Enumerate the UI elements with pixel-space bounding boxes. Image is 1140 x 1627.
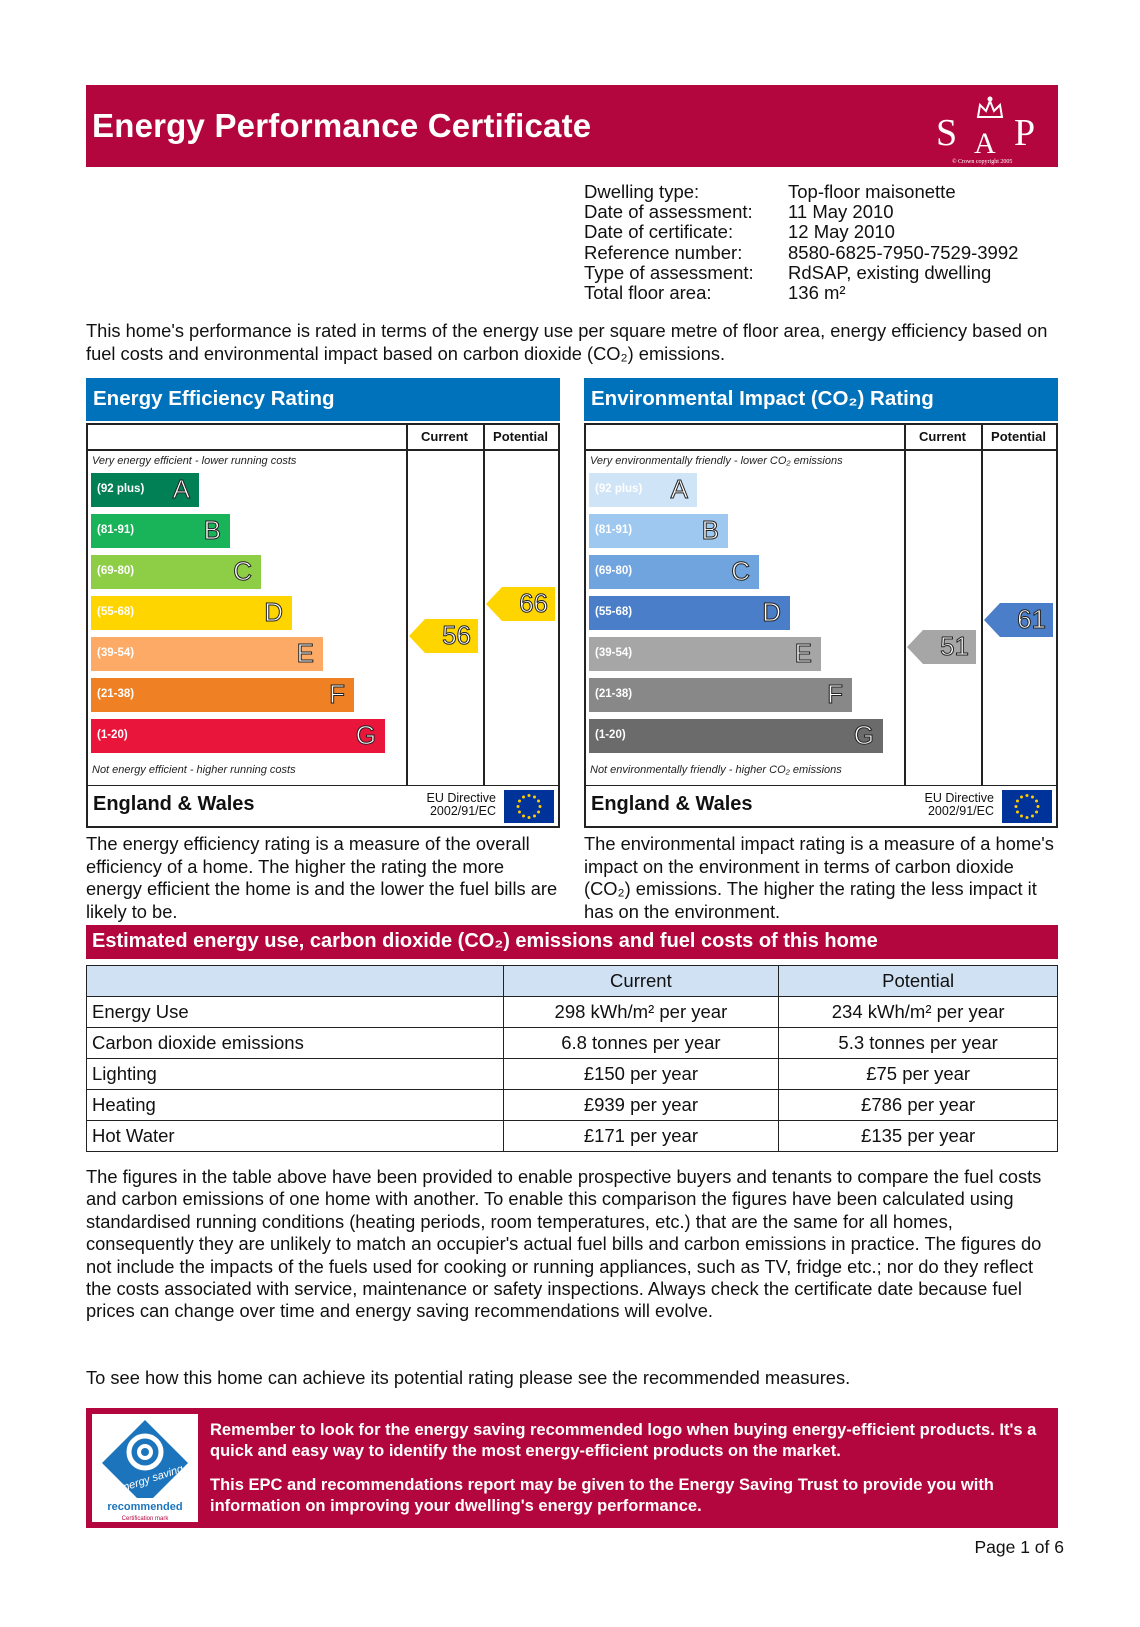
row-label: Lighting: [87, 1059, 504, 1090]
detail-label: Reference number:: [584, 241, 743, 263]
eu-star: [518, 800, 521, 803]
potential-rating-value: 66: [519, 588, 548, 619]
efficiency-chart: [86, 423, 560, 828]
sap-logo: [934, 93, 1054, 165]
energy-saving-recommended-logo: [92, 1414, 198, 1522]
band-letter: C: [233, 556, 252, 586]
rating-band-d: [91, 596, 292, 630]
rating-band-b: [589, 514, 728, 548]
divider: [483, 425, 485, 786]
region-label: England & Wales: [591, 793, 753, 815]
panel-footer: [88, 786, 558, 826]
detail-row: [584, 263, 1064, 283]
current-rating-value: 51: [940, 631, 969, 662]
eu-star: [539, 805, 542, 808]
band-letter: A: [172, 474, 190, 504]
detail-label: Type of assessment:: [584, 261, 754, 283]
bottom-hint: Not environmentally friendly - higher CO₂ emissions: [590, 764, 842, 776]
rating-band-g: [589, 719, 883, 753]
efficiency-title: Energy Efficiency Rating: [86, 378, 560, 421]
column-header: Current: [503, 966, 779, 997]
band-range: (1-20): [97, 729, 128, 741]
panel-footer: [586, 786, 1056, 826]
current-cell: 6.8 tonnes per year: [503, 1028, 779, 1059]
detail-label: Total floor area:: [584, 282, 712, 304]
eu-star: [537, 811, 540, 814]
eu-star: [528, 816, 531, 819]
band-letter: B: [701, 515, 719, 545]
eu-star: [1035, 811, 1038, 814]
rating-band-g: [91, 719, 385, 753]
band-letter: C: [731, 556, 750, 586]
estimates-title: Estimated energy use, carbon dioxide (CO₂) emissions and fuel costs of this home: [86, 925, 1058, 959]
eu-star: [1037, 805, 1040, 808]
current-cell: 298 kWh/m² per year: [503, 997, 779, 1028]
column-header: Potential: [779, 966, 1058, 997]
rating-band-f: [589, 678, 852, 712]
energy-saving-banner: [86, 1408, 1058, 1528]
column-potential: Potential: [991, 429, 1046, 444]
band-range: (21-38): [97, 688, 135, 700]
column-header: [87, 966, 504, 997]
eu-star: [533, 795, 536, 798]
bottom-hint: Not energy efficient - higher running costs: [92, 764, 296, 776]
detail-value: Top-floor maisonette: [788, 181, 956, 202]
eu-star: [533, 815, 536, 818]
detail-row: [584, 182, 1064, 202]
eu-flag-icon: [1002, 790, 1052, 823]
eu-star: [1016, 800, 1019, 803]
potential-paragraph: To see how this home can achieve its potential rating please see the recommended measures.: [86, 1367, 851, 1388]
table-row: [87, 1028, 1058, 1059]
table-row: [87, 997, 1058, 1028]
current-cell: £150 per year: [503, 1059, 779, 1090]
sap-logo-a: A: [974, 127, 996, 160]
environmental-panel: [584, 378, 1058, 828]
banner-text: Remember to look for the energy saving recommended logo when buying energy-efficient products. It's a quick and easy way to identify the most energy-efficient products on the market.: [210, 1421, 1037, 1460]
band-range: (39-54): [97, 647, 135, 659]
environmental-chart: [584, 423, 1058, 828]
band-range: (81-91): [595, 524, 633, 536]
band-range: (1-20): [595, 729, 626, 741]
band-range: (55-68): [595, 606, 633, 618]
eu-star: [1026, 794, 1029, 797]
band-letter: F: [827, 679, 843, 709]
detail-value: 8580-6825-7950-7529-3992: [788, 241, 1019, 263]
rating-band-c: [589, 555, 759, 589]
band-range: (81-91): [97, 524, 135, 536]
rating-band-b: [91, 514, 230, 548]
page-title: Energy Performance Certificate: [92, 107, 592, 144]
current-cell: £939 per year: [503, 1090, 779, 1121]
eu-star: [1031, 815, 1034, 818]
efficiency-description: The energy efficiency rating is a measure of the overall efficiency of a home. The higher the rating the more energy efficient the home is and the lower the fuel bills are likely to be.: [86, 833, 558, 922]
band-range: (55-68): [97, 606, 135, 618]
current-cell: £171 per year: [503, 1121, 779, 1152]
detail-label: Date of certificate:: [584, 221, 734, 243]
potential-cell: 5.3 tonnes per year: [779, 1028, 1058, 1059]
environmental-title: Environmental Impact (CO₂) Rating: [584, 378, 1058, 421]
detail-value: 136 m²: [788, 282, 846, 304]
detail-value: 11 May 2010: [788, 201, 894, 223]
banner-text: This EPC and recommendations report may be given to the Energy Saving Trust to provide you with information on improving your dwelling's energy performance.: [210, 1476, 994, 1515]
band-range: (39-54): [595, 647, 633, 659]
eu-star: [1031, 795, 1034, 798]
eu-star: [1015, 805, 1018, 808]
rating-band-f: [91, 678, 354, 712]
logo-mark: Certification mark: [121, 1516, 169, 1522]
band-range: (92 plus): [97, 483, 145, 495]
potential-rating-value: 61: [1017, 604, 1046, 635]
divider: [406, 425, 408, 786]
potential-rating-arrow: [984, 603, 1053, 637]
row-label: Energy Use: [87, 997, 504, 1028]
logo-text: energy saving: [115, 1463, 185, 1496]
table-row: [87, 1059, 1058, 1090]
detail-row: [584, 243, 1064, 263]
detail-value: RdSAP, existing dwelling: [788, 261, 992, 283]
band-letter: G: [355, 720, 376, 750]
detail-value: 12 May 2010: [788, 221, 895, 243]
intro-paragraph: This home's performance is rated in terms of the energy use per square metre of floor area, energy efficiency based on fuel costs and environmental impact based on carbon dioxide (CO₂) emissions.: [86, 320, 1048, 364]
eu-star: [517, 805, 520, 808]
current-rating-arrow: [409, 619, 478, 653]
eu-star: [522, 795, 525, 798]
sap-logo-p: P: [1014, 112, 1036, 154]
potential-cell: £786 per year: [779, 1090, 1058, 1121]
eu-flag-icon: [504, 790, 554, 823]
top-hint: Very environmentally friendly - lower CO₂ emissions: [590, 455, 843, 467]
eu-star: [1020, 795, 1023, 798]
rating-band-a: [589, 473, 697, 507]
current-rating-value: 56: [442, 619, 471, 650]
band-letter: F: [329, 679, 345, 709]
sap-copyright: © Crown copyright 2005: [952, 159, 1013, 165]
eu-star: [1035, 800, 1038, 803]
column-potential: Potential: [493, 429, 548, 444]
figures-paragraph: The figures in the table above have been provided to enable prospective buyers and tenants to compare the fuel costs and carbon emissions of one home with another. To enable this comparison the figures have been calculated using standardised running conditions (heating periods, room temperatures, etc.) that are the same for all homes, consequently they are unlikely to match an occupier's actual fuel bills and carbon emissions in practice. The figures do not include the impacts of the fuels used for cooking or running appliances, such as TV, fridge etc.; nor do they reflect the costs associated with service, maintenance or safety inspections. Always check the certificate date because fuel prices can change over time and energy saving recommendations will evolve.: [86, 1166, 1042, 1322]
divider: [981, 425, 983, 786]
detail-label: Date of assessment:: [584, 201, 753, 223]
potential-cell: £75 per year: [779, 1059, 1058, 1090]
page-number: Page 1 of 6: [974, 1537, 1064, 1557]
band-letter: A: [670, 474, 688, 504]
row-label: Heating: [87, 1090, 504, 1121]
potential-cell: 234 kWh/m² per year: [779, 997, 1058, 1028]
rating-band-e: [91, 637, 323, 671]
certificate-header: [86, 85, 1058, 167]
detail-row: [584, 202, 1064, 222]
rating-band-e: [589, 637, 821, 671]
band-range: (21-38): [595, 688, 633, 700]
eu-star: [1016, 811, 1019, 814]
band-letter: E: [296, 638, 314, 668]
eu-directive: EU Directive 2002/91/EC: [924, 791, 994, 818]
eu-star: [522, 815, 525, 818]
band-range: (69-80): [595, 565, 633, 577]
eu-star: [537, 800, 540, 803]
eu-star: [518, 811, 521, 814]
row-label: Hot Water: [87, 1121, 504, 1152]
dwelling-details: [584, 182, 1064, 303]
column-current: Current: [919, 429, 966, 444]
logo-subtext: recommended: [107, 1501, 183, 1513]
rating-band-a: [91, 473, 199, 507]
detail-row: [584, 222, 1064, 242]
potential-cell: £135 per year: [779, 1121, 1058, 1152]
band-letter: G: [853, 720, 874, 750]
eu-star: [1026, 816, 1029, 819]
row-label: Carbon dioxide emissions: [87, 1028, 504, 1059]
band-range: (69-80): [97, 565, 135, 577]
band-letter: B: [203, 515, 221, 545]
sap-logo-s: S: [936, 112, 958, 154]
eu-star: [1020, 815, 1023, 818]
table-row: [87, 1121, 1058, 1152]
eu-directive: EU Directive 2002/91/EC: [426, 791, 496, 818]
region-label: England & Wales: [93, 793, 255, 815]
band-letter: D: [264, 597, 283, 627]
column-current: Current: [421, 429, 468, 444]
top-hint: Very energy efficient - lower running costs: [92, 455, 297, 467]
band-letter: E: [794, 638, 812, 668]
detail-label: Dwelling type:: [584, 181, 700, 202]
rating-band-c: [91, 555, 261, 589]
eu-star: [528, 794, 531, 797]
estimates-table: [86, 965, 1058, 1152]
efficiency-panel: [86, 378, 560, 828]
table-header-row: [87, 966, 1058, 997]
band-letter: D: [762, 597, 781, 627]
divider: [586, 449, 1056, 451]
divider: [904, 425, 906, 786]
table-row: [87, 1090, 1058, 1121]
divider: [88, 449, 558, 451]
detail-row: [584, 283, 1064, 303]
rating-band-d: [589, 596, 790, 630]
potential-rating-arrow: [486, 587, 555, 621]
current-rating-arrow: [907, 630, 976, 664]
band-range: (92 plus): [595, 483, 643, 495]
environmental-description: The environmental impact rating is a measure of a home's impact on the environment in terms of carbon dioxide (CO₂) emissions. The higher the rating the less impact it has on the environment.: [584, 833, 1054, 922]
